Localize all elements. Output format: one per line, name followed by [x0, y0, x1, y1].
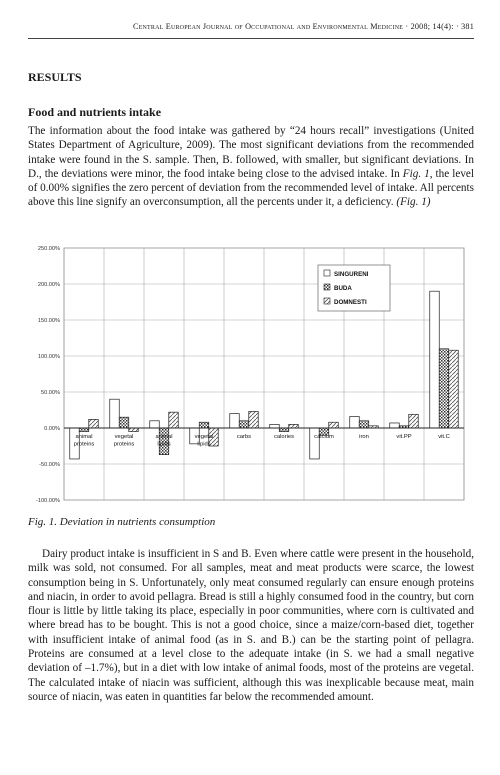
category-label: vit.C: [438, 434, 450, 440]
category-label: vegetal: [194, 434, 214, 440]
bar-domnesti-calcium: [329, 422, 339, 428]
subsection-title: Food and nutrients intake: [28, 105, 162, 119]
legend-label: DOMNESTI: [334, 299, 367, 306]
category-label: iron: [359, 434, 369, 440]
paragraph-dairy-intake: Dairy product intake is insufficient in S and B. Even where cattle were present in the household, milk was sold, not consumed. For all samples, meat and meat products were scarce, the lowest consumption being in S. Unfortunately, only meat consumed regularly can ensure enough proteins and niacin, in order to avoid pellagra. Bread is still a highly consumed food in the country, but corn flour is little by little taking its place, especially in poor communities, where corn is cultivated and where bread has to be bought. This is not a good choice, since a maize/corn-based diet, together with insufficient intake of animal food (as in S. and B.) can be the starting point of pellagra. Proteins are consumed at a level close to the adequate intake (in S. we had a small negative deviation of –1.7%), but in a diet with low intake of animal foods, most of the proteins are vegetal. The calculated intake of niacin was sufficient, although this was inexplicable because meat, main source of niacin, was eaten in quantities far below the recommended amount.: [28, 548, 474, 703]
bar-domnesti-calories: [289, 424, 299, 428]
figure-caption: Fig. 1. Deviation in nutrients consumption: [28, 516, 216, 528]
bar-domnesti-animal-proteins: [89, 419, 99, 428]
category-label: lipids: [197, 441, 211, 448]
figure-reference[interactable]: Fig. 1: [402, 167, 430, 180]
category-label: lipids: [157, 441, 171, 448]
figure-reference[interactable]: (Fig. 1): [396, 196, 431, 209]
bar-domnesti-vit-c: [449, 350, 459, 428]
paragraph-text: , the level of 0.00% signifies the zero percent of deviation from the recommended level of intake. All percents above this line signify an overconsumption, all the percents under it, a deficiency.: [28, 167, 474, 209]
bar-buda-vit-c: [439, 349, 449, 428]
bar-domnesti-vegetal-proteins: [129, 428, 139, 432]
bar-singureni-vegetal-proteins: [110, 399, 120, 428]
y-tick-label: 0.00%: [44, 426, 60, 433]
category-label: proteins: [73, 441, 95, 448]
category-label: proteins: [113, 441, 135, 448]
y-tick-label: -100.00%: [36, 498, 60, 505]
category-label: calcium: [314, 434, 334, 440]
y-tick-label: -50.00%: [39, 462, 60, 469]
bar-domnesti-animal-lipids: [169, 412, 179, 428]
bar-singureni-vit-pp: [390, 423, 400, 428]
legend-swatch: [324, 284, 330, 290]
figure-1-chart: [24, 243, 474, 505]
running-head-text: Central European Journal of Occupational and Environmental Medicine · 2008; 14(4): · 381: [132, 22, 474, 31]
y-tick-label: 200.00%: [37, 282, 60, 289]
category-label: carbs: [236, 434, 252, 440]
legend-swatch: [324, 298, 330, 304]
y-tick-label: 250.00%: [37, 246, 60, 253]
category-label: calories: [274, 434, 294, 440]
bar-buda-animal-proteins: [79, 428, 89, 432]
running-head: [28, 22, 474, 39]
bar-domnesti-carbs: [249, 411, 259, 428]
bar-singureni-carbs: [230, 414, 240, 428]
legend-label: BUDA: [334, 285, 352, 292]
category-label: vegetal: [114, 434, 134, 440]
bar-buda-carbs: [239, 421, 249, 428]
category-label: animal: [75, 434, 93, 440]
bar-buda-calories: [279, 428, 289, 432]
bar-chart-svg: [24, 243, 474, 505]
y-tick-label: 50.00%: [41, 390, 60, 397]
bar-buda-vegetal-proteins: [119, 417, 129, 428]
bar-singureni-calcium: [310, 428, 320, 459]
category-label: animal: [155, 434, 173, 440]
bar-buda-vegetal-lipids: [199, 422, 209, 428]
category-label: vit.PP: [396, 434, 412, 440]
bar-domnesti-vit-pp: [409, 414, 419, 428]
legend-label: SINGURENI: [334, 271, 369, 278]
bar-buda-iron: [359, 421, 369, 428]
bar-singureni-vit-c: [430, 291, 440, 428]
paragraph-food-intake: [28, 124, 474, 210]
legend-swatch: [324, 270, 330, 276]
y-tick-label: 100.00%: [37, 354, 60, 361]
section-title: RESULTS: [28, 70, 82, 84]
bar-singureni-animal-lipids: [150, 421, 160, 428]
bar-singureni-iron: [350, 416, 360, 428]
y-tick-label: 150.00%: [37, 318, 60, 325]
paragraph-text: The information about the food intake was gathered by “24 hours recall” investigations (United States Department of Agriculture, 2009). The most significant deviations from the recommended intake were found in the S. sample. Then, B. followed, with smaller, but significant deviations. In D., the deviations were minor, the food intake being close to the advised intake. In: [28, 125, 474, 180]
bar-singureni-calories: [270, 424, 280, 428]
